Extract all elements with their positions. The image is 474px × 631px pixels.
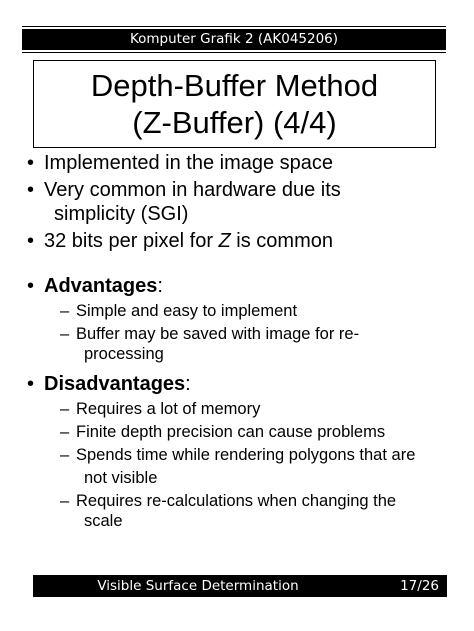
advantage-text: Simple and easy to implement — [76, 302, 298, 320]
z-symbol: Z — [218, 230, 231, 252]
dash-icon: – — [60, 492, 70, 510]
bullet-icon: • — [27, 152, 35, 174]
slide-content — [27, 148, 447, 531]
bullet-text-continued: simplicity (SGI) — [54, 203, 189, 225]
dash-icon: – — [60, 325, 70, 343]
bullet-hardware — [27, 178, 447, 226]
course-title: Komputer Grafik 2 (AK045206) — [129, 31, 339, 47]
disadvantages-heading: Disadvantages — [44, 373, 186, 395]
advantage-text: Buffer may be saved with image for re- — [76, 325, 360, 343]
advantage-item — [27, 324, 447, 364]
advantages-heading: Advantages — [44, 275, 158, 297]
footer-title: Visible Surface Determination — [97, 578, 299, 594]
bullet-32-bits — [27, 229, 447, 253]
bullet-disadvantages — [27, 372, 447, 396]
disadvantage-item — [27, 491, 447, 531]
disadvantage-text: Requires re-calculations when changing the — [76, 492, 397, 510]
page-number: 17/26 — [400, 578, 439, 594]
bullet-advantages — [27, 274, 447, 298]
bullet-text: Very common in hardware due its — [44, 179, 341, 201]
advantage-item — [27, 301, 447, 321]
dash-icon: – — [60, 423, 70, 441]
disadvantage-item — [27, 399, 447, 419]
disadvantage-text: Spends time while rendering polygons that are — [76, 446, 416, 464]
disadvantages-colon: : — [185, 373, 191, 395]
header-bottom-rule — [22, 52, 446, 53]
dash-icon: – — [60, 302, 70, 320]
bullet-icon: • — [27, 373, 35, 395]
disadvantage-text: Finite depth precision can cause problems — [76, 423, 386, 441]
advantages-colon: : — [157, 275, 163, 297]
bullet-icon: • — [27, 275, 35, 297]
disadvantage-item — [27, 445, 447, 488]
slide-title-line-2: (Z-Buffer) (4/4) — [132, 105, 337, 140]
bullet-icon: • — [27, 179, 35, 201]
footer-bar — [33, 575, 447, 597]
bullet-text-post: is common — [230, 230, 333, 252]
bullet-text: Implemented in the image space — [44, 152, 334, 174]
bullet-image-space — [27, 151, 447, 175]
slide-title-line-1: Depth-Buffer Method — [90, 68, 379, 103]
bullet-text-pre: 32 bits per pixel for — [44, 230, 219, 252]
dash-icon: – — [60, 446, 70, 464]
dash-icon: – — [60, 400, 70, 418]
header-top-rule — [22, 26, 446, 27]
disadvantage-item — [27, 422, 447, 442]
header-bar — [22, 29, 446, 50]
bullet-icon: • — [27, 230, 35, 252]
disadvantage-text-continued: not visible — [84, 469, 158, 487]
slide-title-box — [33, 60, 436, 148]
disadvantage-text: Requires a lot of memory — [76, 400, 261, 418]
disadvantage-text-continued: scale — [84, 512, 123, 530]
advantage-text-continued: processing — [84, 345, 164, 363]
